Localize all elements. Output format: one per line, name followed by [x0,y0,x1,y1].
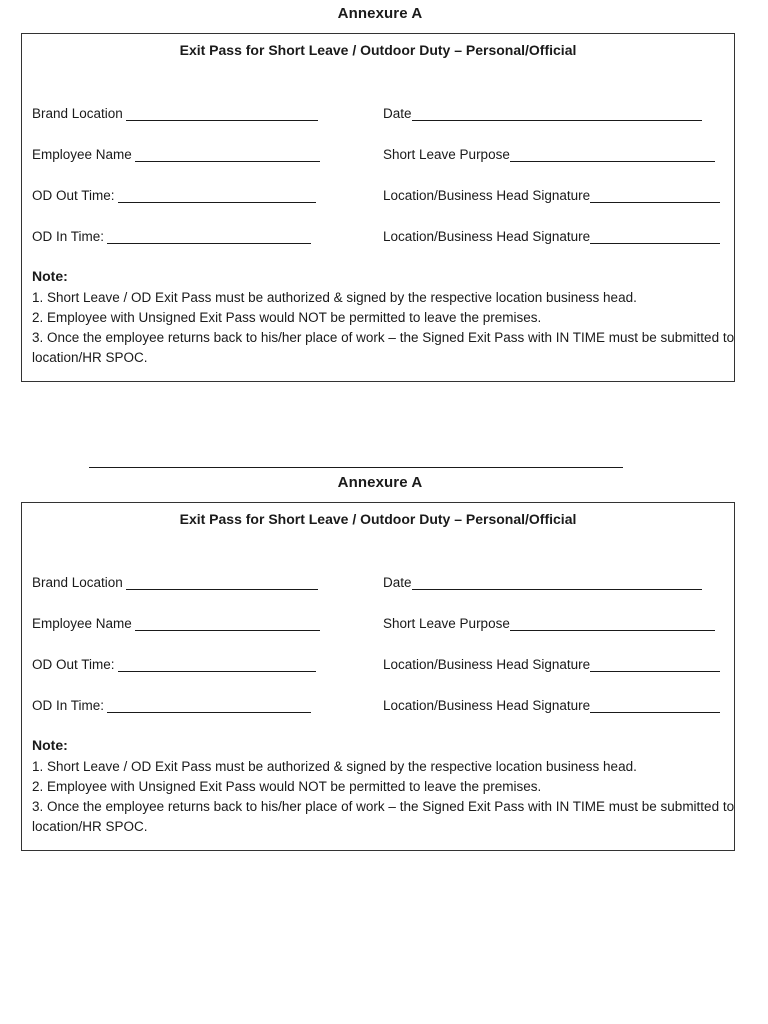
form-heading: Exit Pass for Short Leave / Outdoor Duty – Personal/Official [179,42,577,58]
note-item: 2. Employee with Unsigned Exit Pass would NOT be permitted to leave the premises. [32,779,542,794]
short-leave-purpose-field[interactable] [383,616,715,631]
signature-field[interactable] [383,657,720,672]
short-leave-purpose-field[interactable] [383,147,715,162]
signature-label: Location/Business Head Signature [383,188,591,203]
brand-location-blank[interactable] [126,106,318,121]
od-out-time-blank[interactable] [118,188,316,203]
short-leave-purpose-blank[interactable] [510,616,715,631]
form-heading: Exit Pass for Short Leave / Outdoor Duty – Personal/Official [179,511,577,527]
short-leave-purpose-label: Short Leave Purpose [383,616,510,631]
note-item: 3. Once the employee returns back to his/her place of work – the Signed Exit Pass with IN TIME must be submitted to [32,330,735,345]
note-item: 1. Short Leave / OD Exit Pass must be authorized & signed by the respective location business head. [32,290,637,305]
date-blank[interactable] [412,106,702,121]
od-in-time-label: OD In Time: [32,698,105,713]
od-out-time-blank[interactable] [118,657,316,672]
brand-location-label: Brand Location [32,106,123,121]
brand-location-field[interactable] [32,106,318,121]
od-in-time-field[interactable] [32,698,311,713]
date-blank[interactable] [412,575,702,590]
od-out-time-field[interactable] [32,657,316,672]
employee-name-label: Employee Name [32,147,132,162]
employee-name-blank[interactable] [135,616,320,631]
employee-name-blank[interactable] [135,147,320,162]
note-item: 3. Once the employee returns back to his/her place of work – the Signed Exit Pass with IN TIME must be submitted to [32,799,735,814]
note-item: location/HR SPOC. [32,350,148,365]
brand-location-blank[interactable] [126,575,318,590]
note-item: location/HR SPOC. [32,819,148,834]
signature-blank[interactable] [590,657,720,672]
short-leave-purpose-label: Short Leave Purpose [383,147,510,162]
annexure-title: Annexure A [337,5,423,22]
exit-pass-form [21,33,735,382]
short-leave-purpose-blank[interactable] [510,147,715,162]
od-in-time-label: OD In Time: [32,229,105,244]
note-title: Note: [32,268,68,284]
note-title: Note: [32,737,68,753]
date-field[interactable] [383,575,702,590]
annexure-title: Annexure A [337,474,423,491]
signature-field[interactable] [383,188,720,203]
brand-location-field[interactable] [32,575,318,590]
signature-label: Location/Business Head Signature [383,657,591,672]
od-out-time-label: OD Out Time: [32,657,115,672]
note-item: 2. Employee with Unsigned Exit Pass would NOT be permitted to leave the premises. [32,310,542,325]
signature-blank[interactable] [590,188,720,203]
exit-pass-form [21,502,735,851]
note-item: 1. Short Leave / OD Exit Pass must be authorized & signed by the respective location business head. [32,759,637,774]
cut-line-divider [89,467,623,468]
od-in-time-blank[interactable] [107,698,311,713]
od-in-time-blank[interactable] [107,229,311,244]
od-out-time-field[interactable] [32,188,316,203]
signature-label: Location/Business Head Signature [383,698,591,713]
signature-label: Location/Business Head Signature [383,229,591,244]
brand-location-label: Brand Location [32,575,123,590]
employee-name-field[interactable] [32,616,320,631]
signature-field[interactable] [383,698,720,713]
employee-name-field[interactable] [32,147,320,162]
date-label: Date [383,106,412,121]
od-out-time-label: OD Out Time: [32,188,115,203]
date-label: Date [383,575,412,590]
signature-blank[interactable] [590,229,720,244]
signature-field[interactable] [383,229,720,244]
od-in-time-field[interactable] [32,229,311,244]
employee-name-label: Employee Name [32,616,132,631]
signature-blank[interactable] [590,698,720,713]
date-field[interactable] [383,106,702,121]
